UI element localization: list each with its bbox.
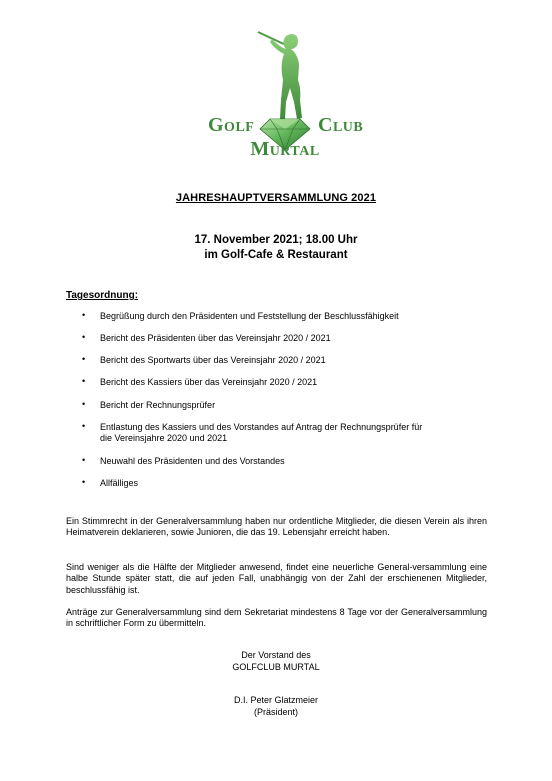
agenda-item [66, 333, 486, 344]
golfclub-murtal-logo [200, 22, 370, 167]
agenda-item [66, 422, 486, 444]
agenda-item-text: Bericht des Sportwarts über das Vereinsjahr 2020 / 2021 [100, 355, 326, 365]
signature-club-name: GOLFCLUB MURTAL [232, 662, 320, 672]
quorum-paragraph: Sind weniger als die Hälfte der Mitglieder anwesend, findet eine neuerliche General-versammlung eine halbe Stunde später statt, die auf jeden Fall, unabhängig von der Zahl der erschienenen Mitglieder, beschlussfähig ist. [66, 562, 487, 595]
bullet-icon: • [82, 399, 86, 409]
voting-rights-paragraph: Ein Stimmrecht in der Generalversammlung haben nur ordentliche Mitglieder, die diesen Verein als ihren Heimatverein deklarieren, sowie Junioren, die das 19. Lebensjahr erreicht haben. [66, 516, 487, 538]
agenda-item-text-continued: die Vereinsjahre 2020 und 2021 [100, 433, 228, 443]
agenda-item-text: Bericht der Rechnungsprüfer [100, 400, 216, 410]
agenda-item [66, 478, 486, 489]
event-location: im Golf-Cafe & Restaurant [204, 249, 348, 261]
agenda-item-text: Bericht des Kassiers über das Vereinsjahr 2020 / 2021 [100, 377, 318, 387]
agenda-item-text: Entlastung des Kassiers und des Vorstandes auf Antrag der Rechnungsprüfer für [100, 422, 423, 432]
logo-text-golf: Golf [208, 114, 255, 136]
signature-name: D.I. Peter Glatzmeier [233, 695, 319, 705]
bullet-icon: • [82, 332, 86, 342]
document-heading: JAHRESHAUPTVERSAMMLUNG 2021 [175, 192, 377, 204]
agenda-item-text: Bericht des Präsidenten über das Vereinsjahr 2020 / 2021 [100, 333, 331, 343]
bullet-icon: • [82, 310, 86, 320]
agenda-item-text: Begrüßung durch den Präsidenten und Feststellung der Beschlussfähigkeit [100, 311, 399, 321]
agenda-item [66, 400, 486, 411]
agenda-item [66, 456, 486, 467]
bullet-icon: • [82, 455, 86, 465]
bullet-icon: • [82, 477, 86, 487]
bullet-icon: • [82, 376, 86, 386]
agenda-item [66, 311, 486, 322]
logo-text-murtal: Murtal [250, 138, 320, 160]
motions-paragraph: Anträge zur Generalversammlung sind dem Sekretariat mindestens 8 Tage vor der Generalversammlung in schriftlicher Form zu übermitteln. [66, 607, 487, 629]
agenda-item [66, 355, 486, 366]
bullet-icon: • [82, 421, 86, 431]
agenda-item [66, 377, 486, 388]
signature-board-line: Der Vorstand des [241, 650, 311, 660]
bullet-icon: • [82, 354, 86, 364]
agenda-label: Tagesordnung: [66, 290, 139, 301]
event-date-time: 17. November 2021; 18.00 Uhr [194, 234, 358, 246]
logo-text-club: Club [318, 114, 364, 136]
agenda-item-text: Allfälliges [100, 478, 139, 488]
agenda-item-text: Neuwahl des Präsidenten und des Vorstandes [100, 456, 285, 466]
signature-role: (Präsident) [253, 707, 298, 717]
